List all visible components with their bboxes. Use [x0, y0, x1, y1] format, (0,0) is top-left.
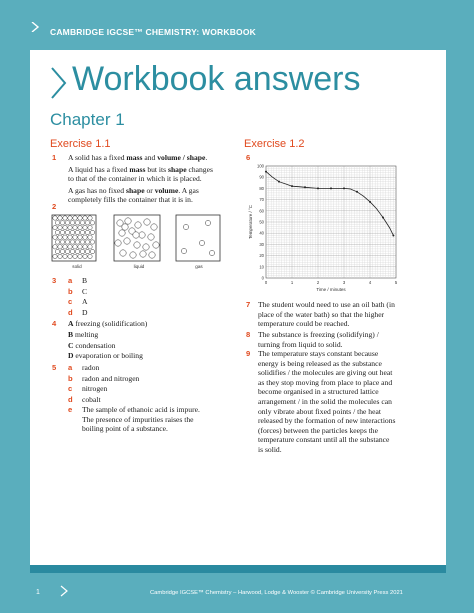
particle: [78, 225, 82, 229]
item-label: d: [68, 307, 73, 317]
particle: [90, 221, 94, 225]
chapter-heading: Chapter 1: [50, 110, 125, 129]
answer-line: The temperature stays constant because: [258, 349, 379, 358]
particle: [60, 230, 64, 234]
item-label: d: [68, 394, 73, 404]
footer-divider: [30, 565, 446, 573]
header-band: [0, 0, 474, 50]
particle: [63, 225, 67, 229]
particle: [149, 252, 155, 258]
particle: [70, 249, 74, 253]
answer-line: arrangement / in the solid the molecules can: [258, 396, 392, 406]
data-point: [369, 201, 371, 203]
particle: [73, 225, 77, 229]
question-number: 4: [52, 319, 57, 328]
item-text: evaporation or boiling: [73, 351, 143, 361]
particle: [75, 249, 79, 253]
data-point: [382, 217, 384, 219]
question-number: 7: [246, 300, 251, 309]
y-tick-label: 10: [259, 264, 264, 270]
particle: [63, 254, 67, 258]
list-item: [68, 351, 228, 361]
particle: [88, 235, 92, 239]
particle: [53, 216, 57, 220]
data-point: [392, 234, 394, 236]
particle: [55, 230, 59, 234]
particle: [55, 249, 59, 253]
question-5e-answer: The sample of ethanoic acid is impure. The presence of impurities raises the boiling point of a substance.: [82, 405, 200, 434]
particle: [90, 249, 94, 253]
exercise-1-1-heading: Exercise 1.1: [50, 138, 111, 150]
particle: [53, 245, 57, 249]
item-label: a: [68, 363, 73, 372]
particle: [65, 249, 69, 253]
particle: [85, 230, 89, 234]
item-key: B: [68, 329, 74, 339]
footer-copyright: Cambridge IGCSE™ Chemistry – Harwood, Lodge & Wooster © Cambridge University Press 2021: [150, 590, 403, 596]
particle: [63, 245, 67, 249]
particle: [75, 230, 79, 234]
particle: [70, 221, 74, 225]
answer-line: only vibrate about fixed points / the heat: [258, 406, 381, 416]
data-point: [356, 191, 358, 193]
x-tick-label: 3: [342, 280, 346, 285]
particle: [65, 221, 69, 225]
particle: [80, 240, 84, 244]
particle: [134, 242, 140, 248]
particle-diagrams: [50, 213, 230, 271]
particle: [139, 232, 145, 238]
particle: [70, 230, 74, 234]
data-point: [343, 187, 345, 189]
item-key: A: [68, 319, 74, 328]
answer-line: energy is being released as the substance: [258, 358, 382, 368]
particle: [55, 221, 59, 225]
particle: [65, 230, 69, 234]
particle: [83, 225, 87, 229]
particle: [68, 225, 72, 229]
particle: [133, 232, 139, 238]
particle: [73, 254, 77, 258]
particle: [130, 252, 136, 258]
data-point: [317, 187, 319, 189]
particle: [88, 254, 92, 258]
data-point: [291, 185, 293, 187]
particle: [144, 219, 150, 225]
particle: [73, 216, 77, 220]
particle: [205, 220, 210, 225]
particle: [53, 235, 57, 239]
data-point: [265, 171, 267, 173]
y-tick-label: 30: [259, 241, 264, 247]
item-label: c: [68, 384, 73, 393]
particle: [125, 218, 131, 224]
particle: [83, 254, 87, 258]
particle: [75, 240, 79, 244]
list-item: cobalt: [82, 394, 101, 404]
item-text: condensation: [73, 340, 116, 350]
particle: [85, 240, 89, 244]
particle: [68, 216, 72, 220]
answer-line: become organised in a structured lattice: [258, 387, 379, 397]
item-text: melting: [73, 329, 99, 339]
x-tick-label: 1: [290, 280, 294, 285]
y-tick-label: 90: [259, 174, 264, 180]
particle: [153, 242, 159, 248]
y-axis-label: Temperature / °C: [248, 204, 253, 240]
solid-particles-diagram: [52, 215, 96, 261]
particle: [119, 230, 125, 236]
particle: [83, 235, 87, 239]
particle: [115, 240, 121, 246]
particle: [58, 235, 62, 239]
y-tick-label: 40: [259, 230, 264, 236]
chevron-right-icon: [60, 585, 68, 597]
question-number: 9: [246, 349, 251, 358]
question-1-answer: A solid has a fixed mass and volume / shape. A liquid has a fixed mass but its shape changes to that of the container in which it is placed. A gas has no fixed shape or volume. A gas completely fills the container that it is in.: [68, 153, 213, 205]
list-item: radon and nitrogen: [82, 373, 140, 383]
y-tick-label: 50: [259, 219, 264, 225]
chevron-right-icon: [30, 22, 40, 32]
particle: [63, 216, 67, 220]
particle: [199, 240, 204, 245]
particle: [183, 224, 188, 229]
particle: [60, 221, 64, 225]
item-text: freezing (solidification): [73, 319, 148, 328]
particle: [83, 216, 87, 220]
list-item: [68, 319, 228, 329]
particle: [73, 245, 77, 249]
answer-line: is solid.: [258, 444, 282, 454]
particle: [65, 240, 69, 244]
question-number: 6: [246, 153, 251, 162]
exercise-1-2-heading: Exercise 1.2: [244, 138, 305, 150]
item-label: b: [68, 373, 73, 383]
particle: [70, 240, 74, 244]
item-key: C: [68, 340, 74, 350]
particle: [181, 248, 186, 253]
particle: [88, 225, 92, 229]
particle: [151, 224, 157, 230]
list-item: [68, 330, 228, 340]
particle: [58, 216, 62, 220]
question-number: 2: [52, 202, 57, 211]
solid-caption: solid: [72, 264, 82, 269]
list-item: radon: [82, 363, 100, 372]
particle: [58, 245, 62, 249]
particle: [140, 251, 146, 257]
particle: [148, 234, 154, 240]
x-axis-label: Time / minutes: [316, 287, 346, 292]
y-tick-label: 70: [259, 197, 264, 203]
list-item: B: [82, 276, 88, 285]
particle: [68, 254, 72, 258]
particle: [58, 225, 62, 229]
particle: [80, 221, 84, 225]
data-point: [330, 187, 332, 189]
particle: [78, 216, 82, 220]
x-tick-label: 5: [394, 280, 398, 285]
y-tick-label: 20: [259, 253, 264, 259]
page-number: 1: [36, 589, 40, 596]
particle: [124, 238, 130, 244]
y-tick-label: 100: [257, 163, 264, 169]
particle: [143, 244, 149, 250]
list-item: A: [82, 297, 88, 306]
question-number: 5: [52, 363, 57, 372]
liquid-caption: liquid: [133, 264, 145, 269]
data-point: [278, 181, 280, 183]
particle: [60, 249, 64, 253]
particle: [80, 249, 84, 253]
answer-line: temperature constant until all the substance: [258, 435, 390, 445]
answer-line: released by the formation of new interactions: [258, 416, 396, 426]
question-9-answer: [258, 349, 443, 455]
particle: [83, 245, 87, 249]
y-tick-label: 80: [259, 185, 264, 191]
cooling-curve-chart: [244, 160, 404, 296]
question-number: 1: [52, 153, 57, 162]
list-item: [68, 341, 228, 351]
gas-particles-diagram: [176, 215, 220, 261]
running-header: CAMBRIDGE IGCSE™ CHEMISTRY: WORKBOOK: [50, 27, 257, 37]
particle: [90, 240, 94, 244]
particle: [53, 225, 57, 229]
question-number: 3: [52, 276, 57, 285]
gas-caption: gas: [195, 264, 203, 269]
item-label: a: [68, 276, 73, 285]
chevron-right-icon: [48, 66, 68, 100]
list-item: D: [82, 307, 88, 317]
list-item: C: [82, 286, 88, 296]
item-label: b: [68, 286, 73, 296]
y-tick-label: 60: [259, 208, 264, 214]
answer-line: solidifies / the molecules are giving out heat: [258, 368, 393, 378]
x-tick-label: 2: [316, 280, 320, 285]
list-item: nitrogen: [82, 384, 108, 393]
item-label: e: [68, 405, 73, 414]
x-tick-label: 0: [264, 280, 268, 285]
particle: [209, 250, 214, 255]
particle: [73, 235, 77, 239]
particle: [78, 235, 82, 239]
item-label: c: [68, 297, 73, 306]
particle: [88, 245, 92, 249]
particle: [68, 245, 72, 249]
particle: [80, 230, 84, 234]
particle: [85, 249, 89, 253]
particle: [58, 254, 62, 258]
particle: [120, 250, 126, 256]
question-8-answer: The substance is freezing (solidifying) / turning from liquid to solid.: [258, 330, 379, 349]
page-title: Workbook answers: [72, 60, 361, 98]
particle: [90, 230, 94, 234]
particle: [78, 254, 82, 258]
particle: [60, 240, 64, 244]
particle: [75, 221, 79, 225]
item-key: D: [68, 351, 74, 361]
y-tick-label: 0: [261, 275, 264, 281]
particle: [85, 221, 89, 225]
answer-line: (forces) between the particles keeps the: [258, 425, 378, 435]
data-point: [304, 186, 306, 188]
particle: [88, 216, 92, 220]
answer-line: as they stop moving from place to place and: [258, 377, 393, 387]
question-number: 8: [246, 330, 251, 339]
particle: [63, 235, 67, 239]
x-tick-label: 4: [368, 280, 372, 285]
particle: [53, 254, 57, 258]
particle: [55, 240, 59, 244]
particle: [78, 245, 82, 249]
liquid-particles-diagram: [114, 215, 160, 261]
particle: [135, 222, 141, 228]
question-7-answer: The student would need to use an oil bath (in place of the water bath) so that the higher temperature could be reached.: [258, 300, 395, 329]
particle: [122, 224, 128, 230]
particle: [68, 235, 72, 239]
